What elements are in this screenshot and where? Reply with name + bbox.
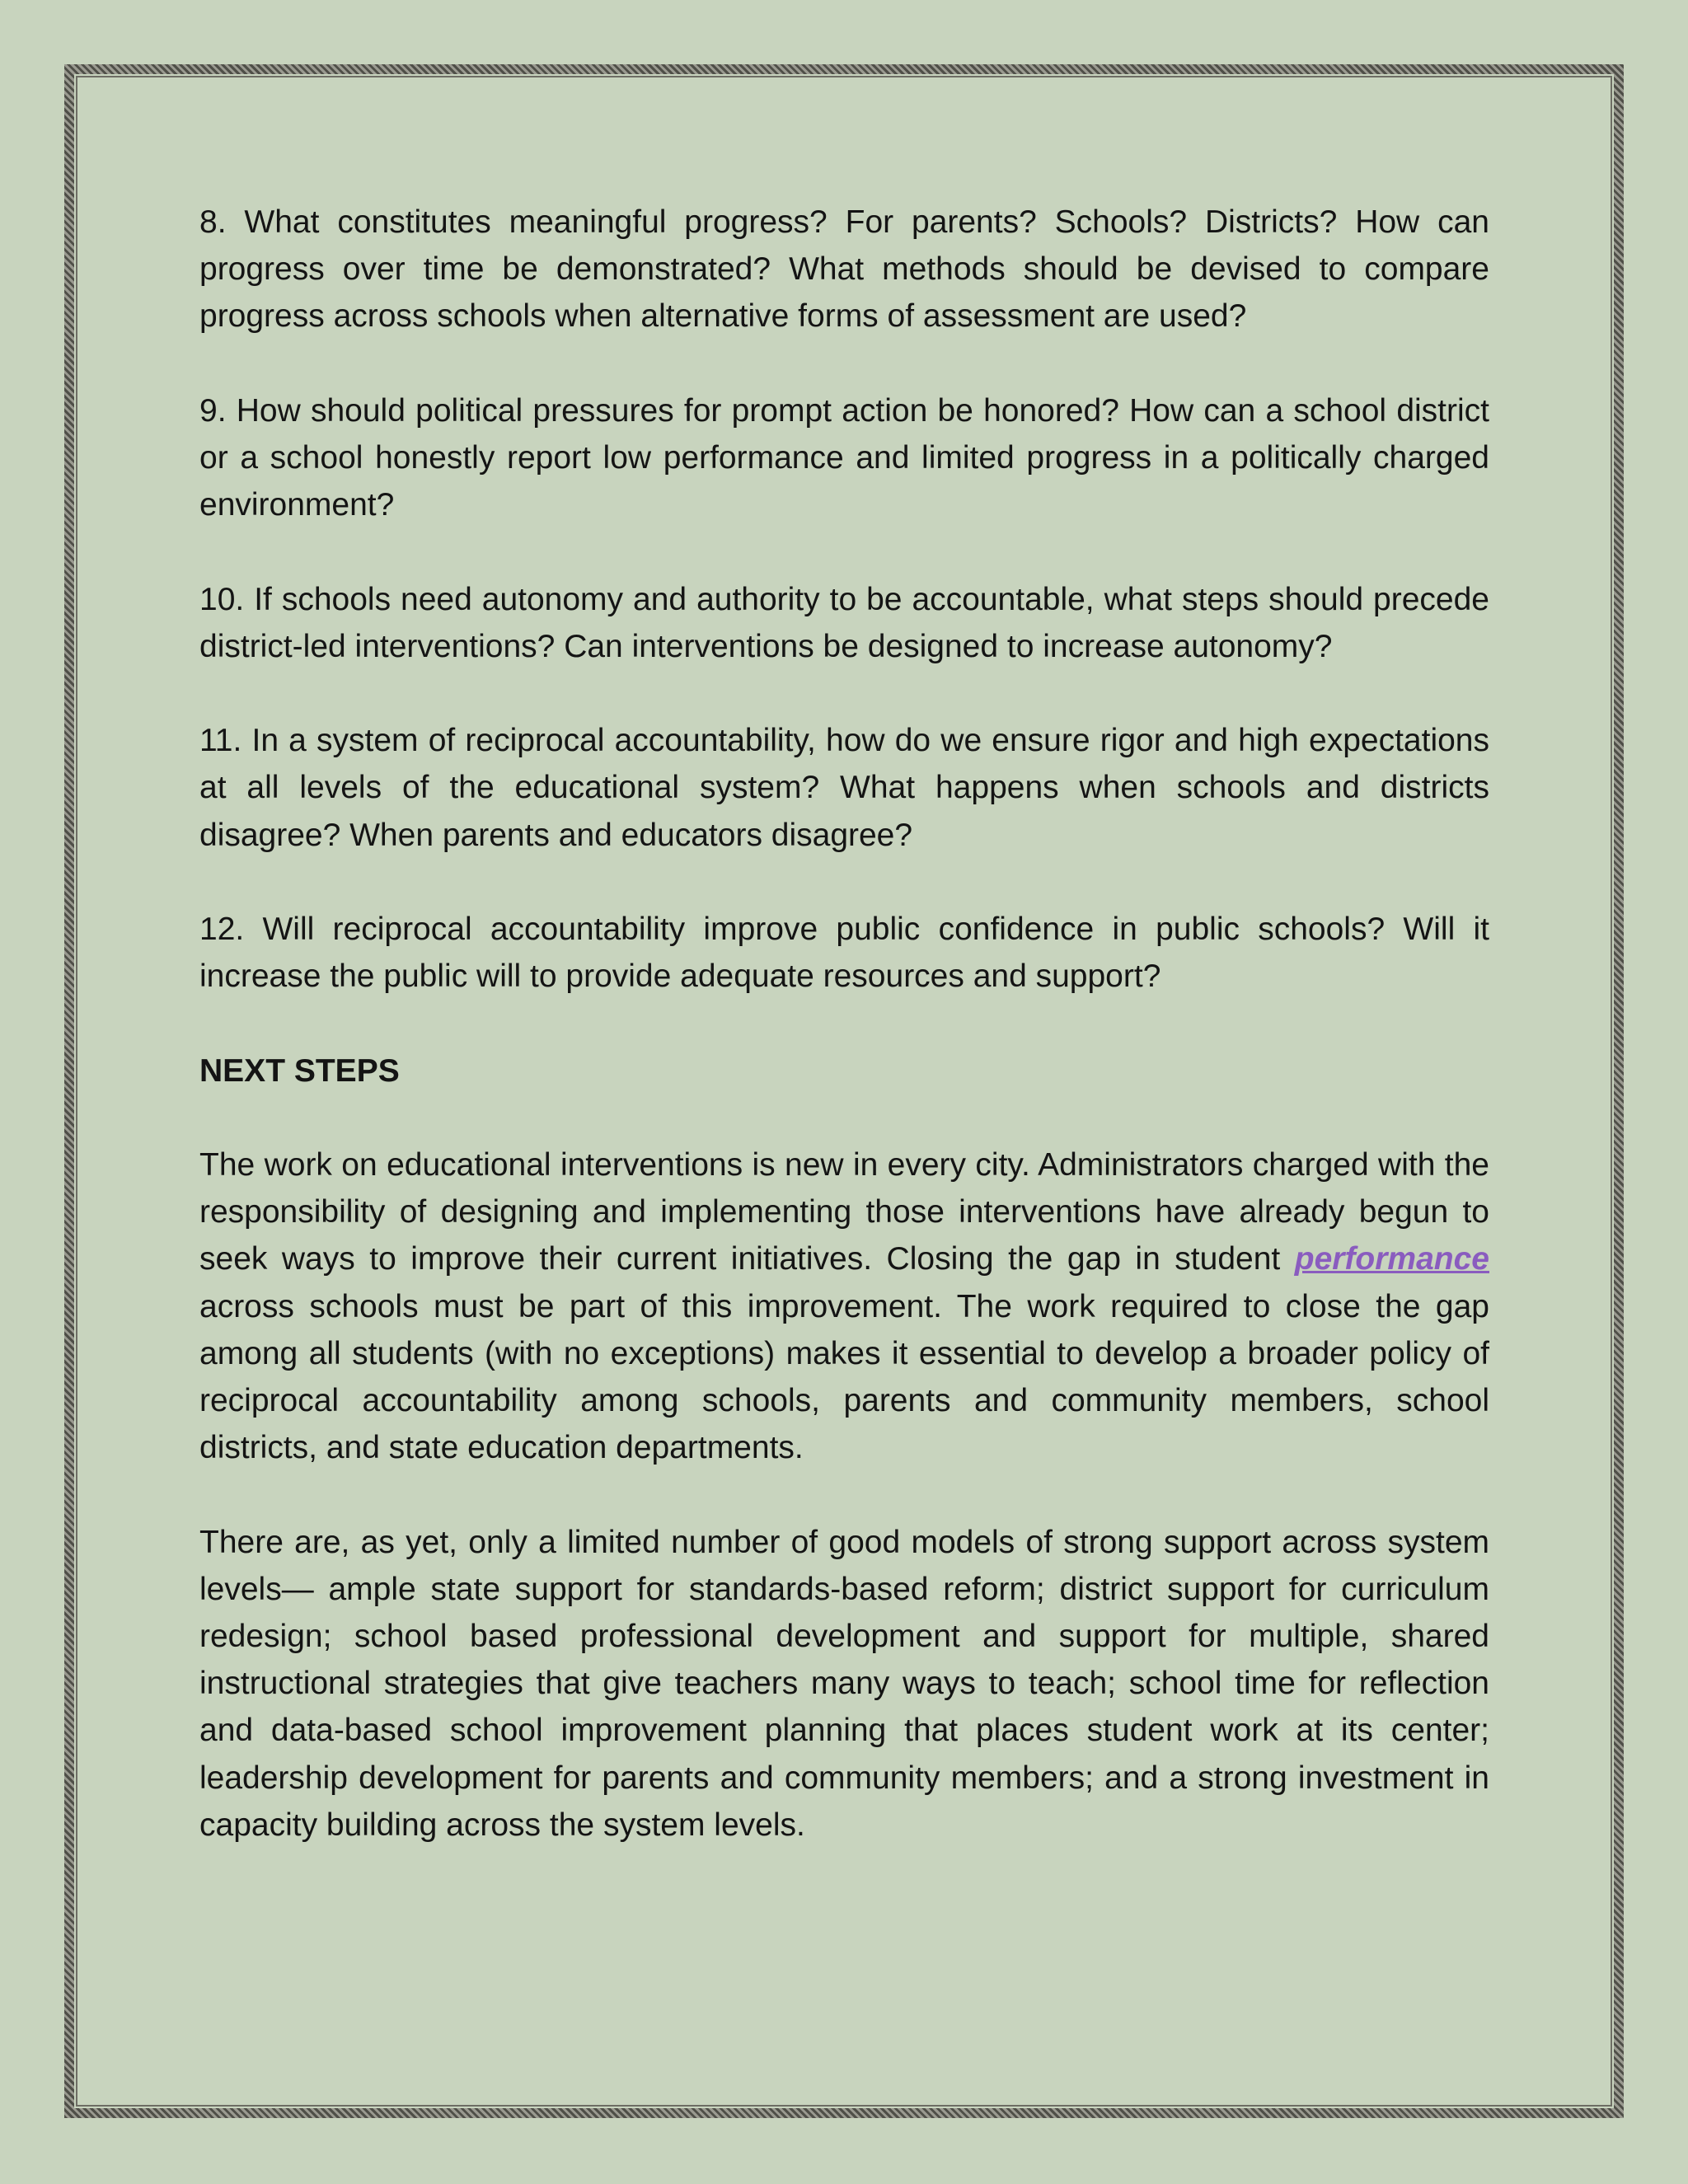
next-steps-p1-text-end: across schools must be part of this improvement. The work required to close the gap among all students (with no exceptions) makes it essential to develop a broader policy of reciprocal accountability among schools, parents and community members, school districts, and state education departments.	[199, 1288, 1489, 1466]
question-10: 10. If schools need autonomy and authority to be accountable, what steps should precede district-led interventions? Can interventions be designed to increase autonomy?	[199, 581, 1489, 664]
next-steps-heading: NEXT STEPS	[199, 1052, 400, 1089]
question-12: 12. Will reciprocal accountability improve public confidence in public schools? Will it increase the public will to provide adequate resources and support?	[199, 911, 1489, 995]
document-body	[199, 199, 1489, 1896]
performance-link[interactable]: performance	[1294, 1241, 1489, 1277]
next-steps-paragraph-2: There are, as yet, only a limited number of good models of strong support across system levels— ample state support for standards-based reform; district support for curriculum redesign; school based professional development and support for multiple, shared instructional strategies that give teachers many ways to teach; school time for reflection and data-based school improvement planning that places student work at its center; leadership development for parents and community members; and a strong investment in capacity building across the system levels.	[199, 1524, 1489, 1843]
question-8: 8. What constitutes meaningful progress? For parents? Schools? Districts? How can progress over time be demonstrated? What methods should be devised to compare progress across schools when alternative forms of assessment are used?	[199, 204, 1489, 335]
next-steps-p1-text-start: The work on educational interventions is new in every city. Administrators charged with the responsibility of designing and implementing those interventions have already begun to seek ways to improve their current initiatives. Closing the gap in student	[199, 1146, 1489, 1277]
question-11: 11. In a system of reciprocal accountability, how do we ensure rigor and high expectations at all levels of the educational system? What happens when schools and districts disagree? When parents and educators disagree?	[199, 723, 1489, 853]
question-9: 9. How should political pressures for prompt action be honored? How can a school district or a school honestly report low performance and limited progress in a politically charged environment?	[199, 392, 1489, 523]
next-steps-paragraph-1	[199, 1141, 1489, 1471]
